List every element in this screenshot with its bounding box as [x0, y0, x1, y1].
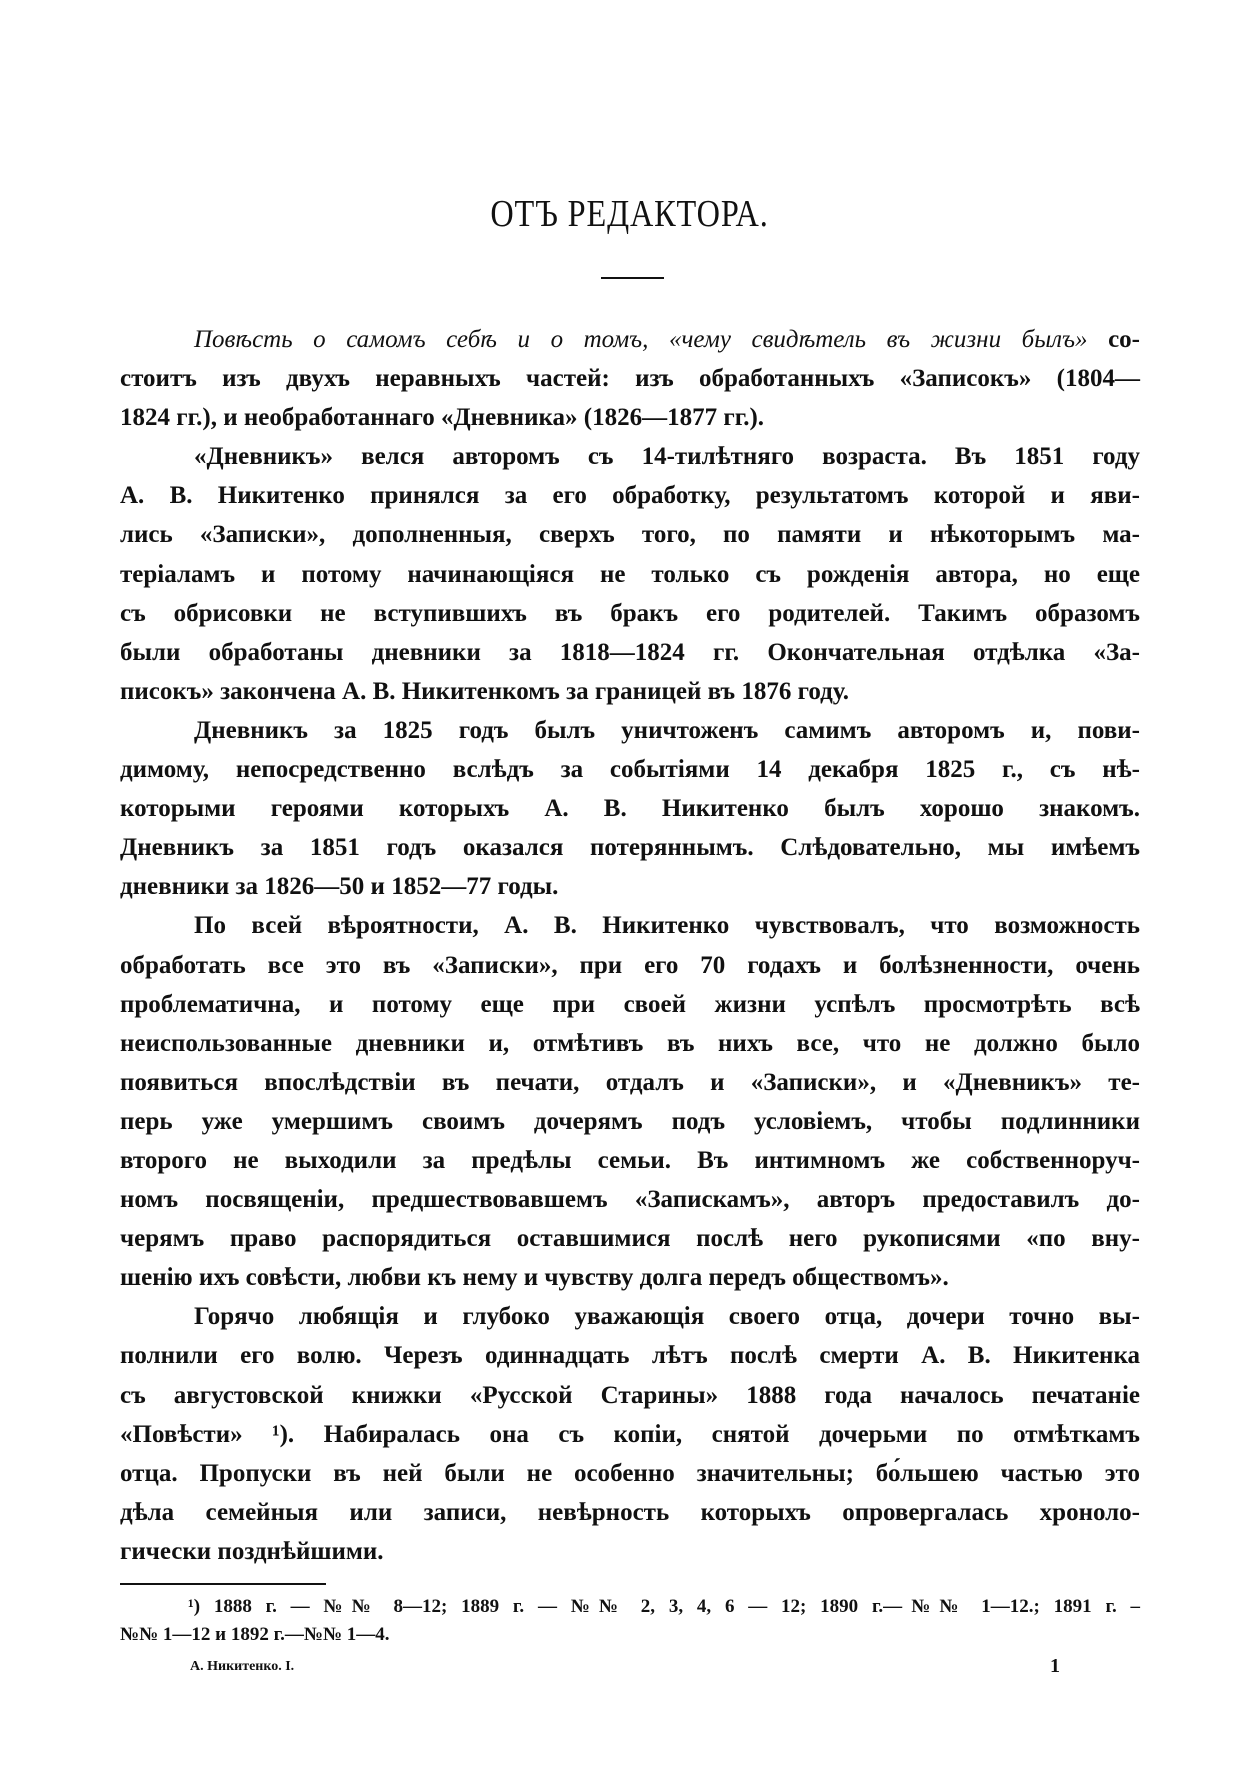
text-line: [120, 320, 1140, 359]
text-line: отца. Пропуски въ ней были не особенно значительны; бо́льшею частью это: [120, 1459, 1140, 1487]
intro-rest: со-: [1108, 326, 1140, 353]
text-line: дѣла семейныя или записи, невѣрность которыхъ опровергалась хроноло-: [120, 1498, 1140, 1526]
text-line: Горячо любящія и глубоко уважающія своего отца, дочери точно вы-: [194, 1303, 1140, 1331]
text-line: лись «Записки», дополненныя, сверхъ того, по памяти и нѣкоторымъ ма-: [120, 521, 1140, 549]
footnote-rule: [120, 1583, 326, 1585]
footnote-line-2: №№ 1—12 и 1892 г.—№№ 1—4.: [120, 1624, 390, 1645]
text-line: которыми героями которыхъ А. В. Никитенко былъ хорошо знакомъ.: [120, 795, 1140, 823]
body-text: [120, 320, 1140, 1571]
text-line: писокъ» закончена А. В. Никитенкомъ за границей въ 1876 году.: [120, 677, 850, 705]
text-line: «Дневникъ» велся авторомъ съ 14-тилѣтняго возраста. Въ 1851 году: [194, 443, 1140, 471]
text-line: неиспользованные дневники и, отмѣтивъ въ нихъ все, что не должно было: [120, 1029, 1140, 1057]
text-line: димому, непосредственно вслѣдъ за событіями 14 декабря 1825 г., съ нѣ-: [120, 756, 1140, 784]
text-line: стоитъ изъ двухъ неравныхъ частей: изъ обработанныхъ «Записокъ» (1804—: [120, 365, 1140, 393]
text-line: 1824 гг.), и необработаннаго «Дневника» (1826—1877 гг.).: [120, 404, 765, 432]
page-number: 1: [1050, 1655, 1060, 1677]
text-line: съ августовской книжки «Русской Старины» 1888 года началось печатаніе: [120, 1381, 1140, 1409]
text-line: перь уже умершимъ своимъ дочерямъ подъ условіемъ, чтобы подлинники: [120, 1107, 1140, 1135]
text-line: черямъ право распорядиться оставшимися послѣ него рукописями «по вну-: [120, 1225, 1140, 1253]
intro-italic: Повѣсть о самомъ себѣ и о томъ, «чему свидѣтель въ жизни былъ»: [194, 326, 1088, 353]
text-line: дневники за 1826—50 и 1852—77 годы.: [120, 873, 559, 901]
text-line: съ обрисовки не вступившихъ въ бракъ его родителей. Такимъ образомъ: [120, 599, 1140, 627]
text-line: теріаламъ и потому начинающіяся не только съ рожденія автора, но еще: [120, 560, 1140, 588]
text-line: второго не выходили за предѣлы семьи. Въ интимномъ же собственноруч-: [120, 1146, 1140, 1174]
title-divider: [601, 277, 664, 279]
text-line: появиться впослѣдствіи въ печати, отдалъ и «Записки», и «Дневникъ» те-: [120, 1068, 1140, 1096]
text-line: А. В. Никитенко принялся за его обработку, результатомъ которой и яви-: [120, 482, 1140, 510]
footnote-line-1: ¹) 1888 г. — №№ 8—12; 1889 г. — №№ 2, 3, 4, 6 — 12; 1890 г.—№№ 1—12.; 1891 г. –: [188, 1596, 1140, 1617]
text-line: Дневникъ за 1825 годъ былъ уничтоженъ самимъ авторомъ и, пови-: [194, 716, 1140, 744]
text-line: были обработаны дневники за 1818—1824 гг. Окончательная отдѣлка «За-: [120, 638, 1140, 666]
text-line: номъ посвященіи, предшествовавшемъ «Запискамъ», авторъ предоставилъ до-: [120, 1186, 1140, 1214]
page-title: ОТЪ РЕДАКТОРА.: [490, 193, 769, 235]
text-line: Дневникъ за 1851 годъ оказался потеряннымъ. Слѣдовательно, мы имѣемъ: [120, 834, 1140, 862]
text-line: полнили его волю. Черезъ одиннадцать лѣтъ послѣ смерти А. В. Никитенка: [120, 1342, 1140, 1370]
signature-mark: А. Никитенко. I.: [190, 1659, 295, 1674]
text-line: обработать все это въ «Записки», при его 70 годахъ и болѣзненности, очень: [120, 951, 1140, 979]
text-line: гически позднѣйшими.: [120, 1537, 384, 1565]
text-line: шенію ихъ совѣсти, любви къ нему и чувству долга передъ обществомъ».: [120, 1264, 949, 1292]
text-line: проблематична, и потому еще при своей жизни успѣлъ просмотрѣть всѣ: [120, 990, 1140, 1018]
text-line: По всей вѣроятности, А. В. Никитенко чувствовалъ, что возможность: [194, 912, 1140, 940]
text-line: «Повѣсти» ¹). Набиралась она съ копіи, снятой дочерьми по отмѣткамъ: [120, 1420, 1140, 1448]
